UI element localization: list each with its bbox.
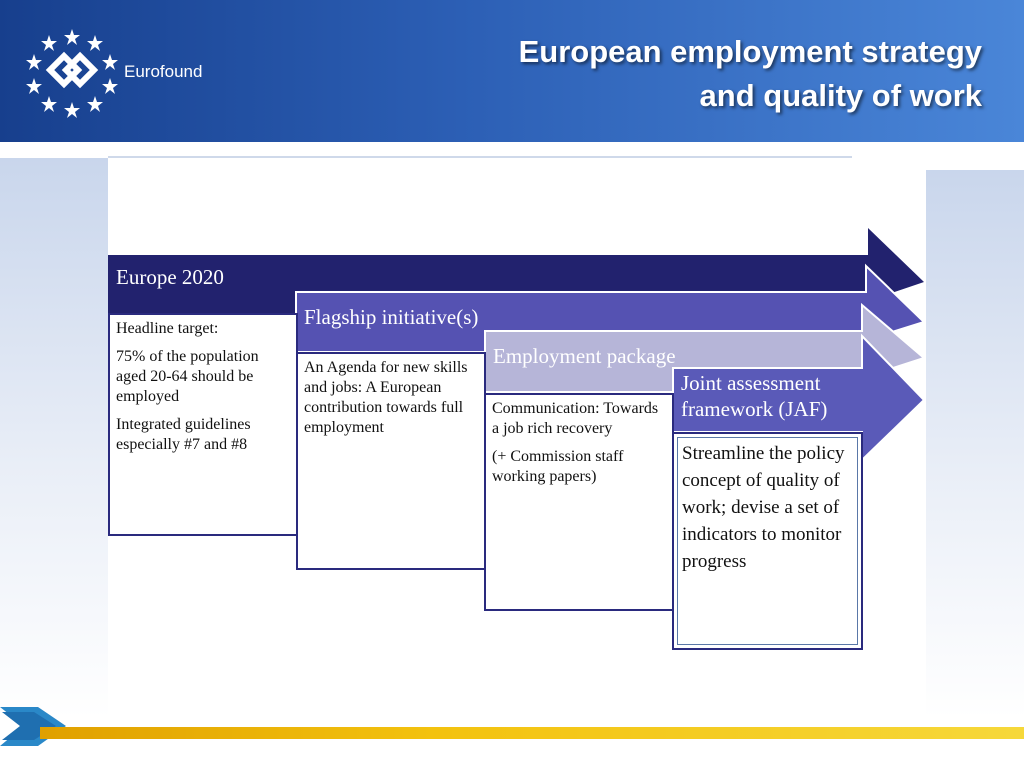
footer-accent-bar	[40, 727, 1024, 739]
logo-text: Eurofound	[124, 62, 203, 81]
title-line-1: European employment strategy	[518, 34, 982, 69]
label-flagship: Flagship initiative(s)	[304, 305, 479, 329]
box-text: Integrated guidelines especially #7 and #8	[116, 416, 251, 453]
label-employment-package: Employment package	[493, 344, 676, 368]
box-text: (+ Commission staff working papers)	[492, 448, 624, 485]
box-text: Communication: Towards a job rich recovery	[492, 400, 659, 437]
box-employment-package	[484, 393, 674, 611]
box-text: 75% of the population aged 20-64 should be employed	[116, 348, 259, 405]
title-line-2: and quality of work	[699, 78, 982, 113]
label-jaf: Joint assessment framework (JAF)	[681, 371, 828, 421]
box-text: Streamline the policy concept of quality of work; devise a set of indicators to monitor progress	[682, 443, 845, 572]
box-europe-2020	[108, 313, 298, 536]
box-flagship	[296, 352, 486, 570]
label-europe-2020: Europe 2020	[116, 265, 224, 289]
box-text: Headline target:	[116, 320, 219, 337]
box-text: An Agenda for new skills and jobs: A European contribution towards full employment	[304, 359, 468, 436]
box-jaf	[672, 432, 863, 650]
